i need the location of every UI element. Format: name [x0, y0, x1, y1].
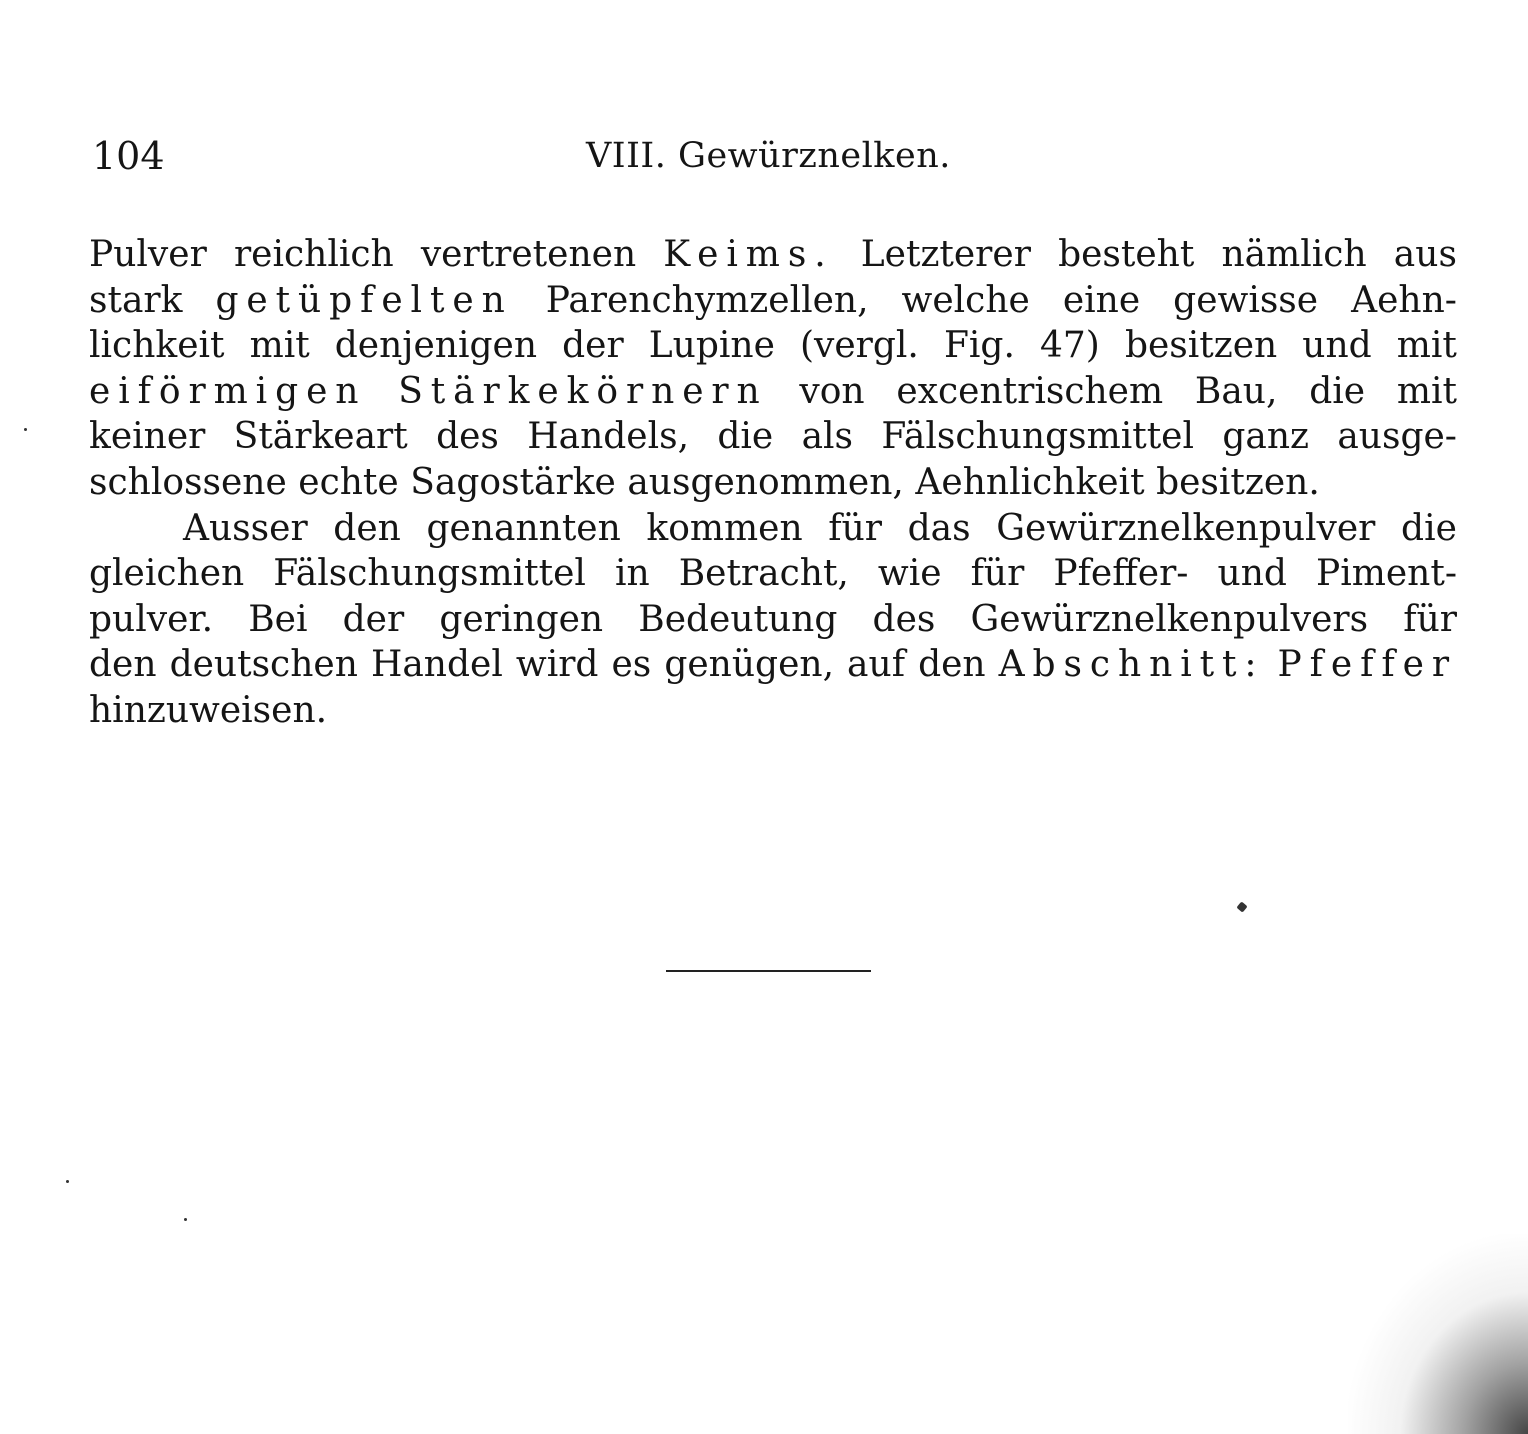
word: keiner — [89, 416, 206, 458]
word: und — [1302, 325, 1372, 367]
word: welche — [901, 279, 1030, 321]
word: das — [907, 507, 971, 549]
spaced-word: Stärkekörnern — [398, 370, 768, 412]
body-text — [89, 232, 1457, 734]
text-line — [89, 506, 1457, 552]
word: Stärkeart — [233, 416, 408, 458]
word: Pfeffer- — [1053, 553, 1189, 595]
word: geringen — [439, 598, 604, 640]
word: deutschen — [169, 644, 358, 686]
word: den — [918, 644, 986, 686]
word: Letzterer — [860, 234, 1031, 275]
word: Fälschungsmittel — [273, 553, 586, 595]
word: nämlich — [1221, 234, 1367, 275]
text-line — [89, 369, 1457, 415]
word: Fälschungsmittel — [881, 416, 1194, 458]
spaced-word: Keims. — [663, 234, 834, 275]
word: excentrischem — [896, 370, 1164, 412]
scan-shadow — [1348, 1234, 1528, 1434]
word: schlossene — [89, 461, 287, 503]
word: Piment- — [1315, 553, 1457, 595]
word: Gewürznelkenpulver — [996, 507, 1376, 549]
word: die — [1309, 370, 1366, 412]
word: der — [562, 325, 624, 367]
word: mit — [249, 325, 310, 367]
word: der — [342, 598, 405, 640]
word: besitzen — [1124, 325, 1278, 367]
word: ausgenommen, — [627, 461, 904, 503]
word: gleichen — [89, 553, 245, 595]
end-rule — [666, 970, 871, 972]
text-line — [89, 323, 1457, 369]
word: Gewürznelkenpulvers — [970, 598, 1369, 640]
word: 47) — [1040, 325, 1100, 367]
word: für — [828, 507, 883, 549]
word: mit — [1396, 370, 1457, 412]
word: genannten — [426, 507, 621, 549]
word: wie — [877, 553, 942, 595]
paragraph-1 — [89, 232, 1457, 506]
word: als — [801, 416, 854, 458]
text-line — [89, 278, 1457, 324]
word: den — [89, 644, 157, 686]
word: in — [614, 553, 650, 595]
word: kommen — [646, 507, 803, 549]
word: es — [611, 644, 652, 686]
word: Lupine — [648, 325, 775, 367]
word: besitzen. — [1156, 461, 1320, 503]
word: lichkeit — [89, 325, 225, 367]
word: Ausser — [183, 507, 308, 549]
word: genügen, — [664, 644, 835, 686]
text-line — [89, 414, 1457, 460]
word: des — [436, 416, 499, 458]
word: pulver. — [89, 598, 214, 640]
text-line — [89, 688, 1457, 734]
spaced-word: getüpfelten — [215, 279, 513, 321]
word: (vergl. — [799, 325, 919, 367]
scan-speck — [184, 1218, 187, 1221]
word: den — [333, 507, 401, 549]
spaced-word: Pfeffer — [1277, 644, 1457, 686]
word: aus — [1393, 234, 1457, 275]
scan-speck — [24, 428, 27, 431]
word: Sagostärke — [410, 461, 616, 503]
scan-speck — [66, 1180, 69, 1183]
page-number: 104 — [92, 134, 165, 178]
word: eine — [1062, 279, 1141, 321]
word: Handels, — [527, 416, 690, 458]
word: Pulver — [89, 234, 207, 275]
word: echte — [298, 461, 399, 503]
word: Aehnlichkeit — [915, 461, 1145, 503]
word: für — [1403, 598, 1457, 640]
word: Handel — [370, 644, 503, 686]
text-line — [89, 551, 1457, 597]
word: Aehn- — [1351, 279, 1457, 321]
word: auf — [847, 644, 906, 686]
text-line — [89, 460, 1457, 506]
word: hinzuweisen. — [89, 689, 328, 731]
word: besteht — [1058, 234, 1195, 275]
scan-speck — [1236, 901, 1247, 912]
paragraph-2 — [89, 506, 1457, 734]
word: ganz — [1222, 416, 1309, 458]
word: für — [970, 553, 1025, 595]
word: Bedeutung — [638, 598, 838, 640]
word: vertretenen — [420, 234, 637, 275]
word: des — [872, 598, 936, 640]
word: Bei — [248, 598, 308, 640]
running-title: VIII. Gewürznelken. — [586, 136, 951, 176]
word: die — [1401, 507, 1457, 549]
text-line — [89, 642, 1457, 688]
word: ausge- — [1337, 416, 1457, 458]
spaced-word: eiförmigen — [89, 370, 367, 412]
word: die — [717, 416, 774, 458]
text-line — [89, 232, 1457, 278]
word: denjenigen — [334, 325, 538, 367]
spaced-word: Abschnitt: — [998, 644, 1265, 686]
word: Bau, — [1194, 370, 1278, 412]
word: mit — [1396, 325, 1457, 367]
word: und — [1217, 553, 1287, 595]
word: Parenchymzellen, — [545, 279, 869, 321]
word: reichlich — [233, 234, 394, 275]
word: stark — [89, 279, 183, 321]
word: gewisse — [1173, 279, 1319, 321]
word: von — [799, 370, 865, 412]
word: Betracht, — [678, 553, 849, 595]
text-line — [89, 597, 1457, 643]
word: wird — [515, 644, 599, 686]
word: Fig. — [943, 325, 1015, 367]
